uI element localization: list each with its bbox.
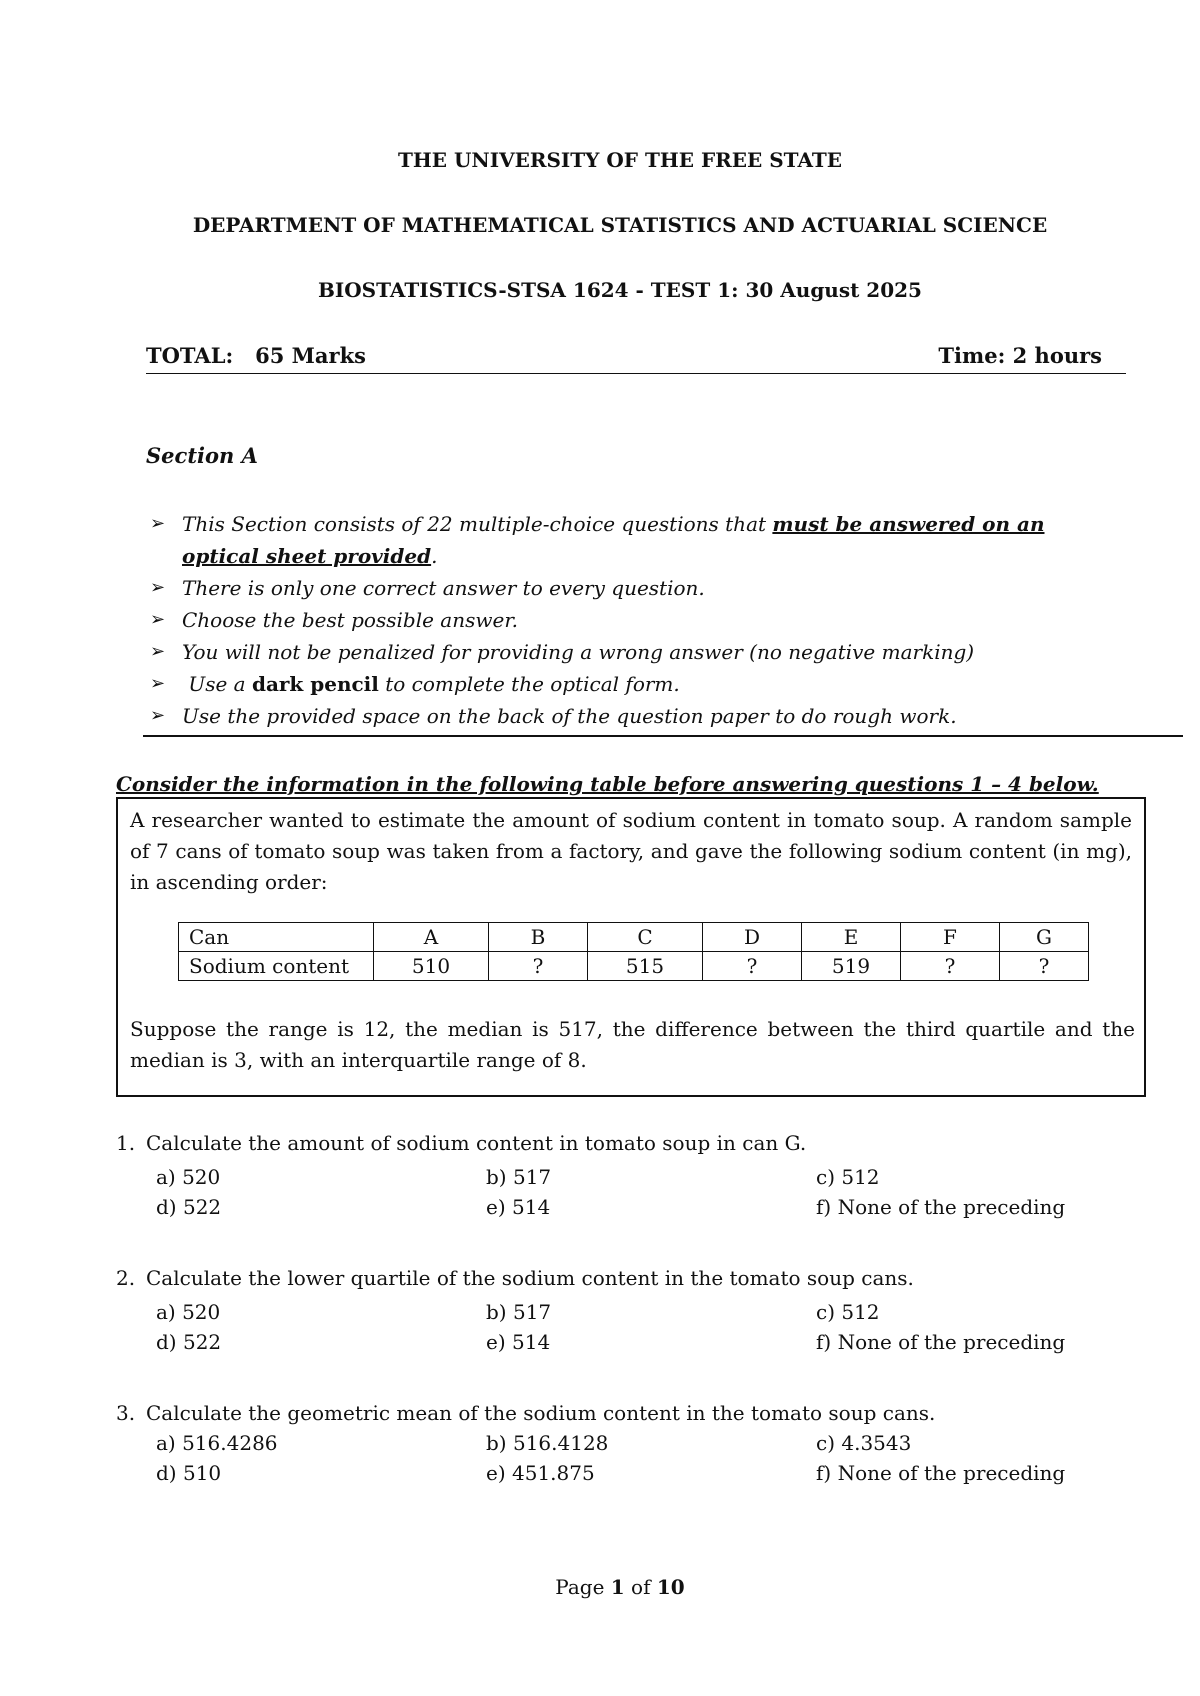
table-cell: ?	[703, 952, 802, 981]
dark-pencil-emphasis: dark pencil	[251, 672, 379, 696]
sodium-table	[178, 922, 1089, 981]
table-cell: C	[588, 923, 703, 952]
table-cell: ?	[1000, 952, 1089, 981]
table-instruction: Consider the information in the following table before answering questions 1 – 4 below.	[116, 772, 1099, 796]
instruction-item: ➢ There is only one correct answer to every question.	[146, 572, 1106, 604]
section-title: Section A	[146, 443, 258, 468]
table-cell: ?	[901, 952, 1000, 981]
scenario-intro: A researcher wanted to estimate the amount of sodium content in tomato soup. A random sample of 7 cans of tomato soup was taken from a factory, and gave the following sodium content (in mg), in ascending order:	[130, 808, 1132, 894]
scenario-conditions: Suppose the range is 12, the median is 517, the difference between the third quartile and the median is 3, with an interquartile range of 8.	[130, 1017, 1135, 1072]
instruction-item: ➢ Use a dark pencil to complete the optical form.	[146, 668, 1106, 700]
option-f: f) None of the preceding	[816, 1330, 1066, 1354]
table-cell: F	[901, 923, 1000, 952]
table-cell: G	[1000, 923, 1089, 952]
table-cell: E	[802, 923, 901, 952]
arrowhead-bullet-icon: ➢	[150, 641, 166, 662]
total-pages: 10	[656, 1575, 685, 1599]
option-f: f) None of the preceding	[816, 1461, 1066, 1485]
arrowhead-bullet-icon: ➢	[150, 705, 166, 726]
option-a: a) 520	[156, 1300, 221, 1324]
option-b: b) 517	[486, 1300, 552, 1324]
option-f: f) None of the preceding	[816, 1195, 1066, 1219]
arrowhead-bullet-icon: ➢	[150, 673, 166, 694]
table-cell: Can	[179, 923, 374, 952]
table-row	[179, 952, 1089, 981]
table-cell: Sodium content	[179, 952, 374, 981]
option-e: e) 451.875	[486, 1461, 595, 1485]
option-d: d) 522	[156, 1330, 222, 1354]
test-title: BIOSTATISTICS-STSA 1624 - TEST 1: 30 August 2025	[318, 278, 922, 302]
option-c: c) 4.3543	[816, 1431, 912, 1455]
total-marks: TOTAL: 65 Marks	[146, 343, 366, 368]
instructions-list	[146, 508, 1106, 732]
of-label: of	[624, 1575, 657, 1599]
page-number: 1	[610, 1575, 625, 1599]
option-a: a) 516.4286	[156, 1431, 278, 1455]
arrowhead-bullet-icon: ➢	[150, 513, 166, 534]
question-number: 3.	[116, 1401, 136, 1425]
instruction-item: ➢ Use the provided space on the back of the question paper to do rough work.	[146, 700, 1106, 732]
arrowhead-bullet-icon: ➢	[150, 577, 166, 598]
scenario-box	[116, 797, 1146, 1097]
answer-options	[116, 1297, 1116, 1357]
table-cell: A	[374, 923, 489, 952]
time-allowed: Time: 2 hours	[938, 343, 1102, 368]
option-c: c) 512	[816, 1165, 880, 1189]
section-divider	[143, 735, 1183, 737]
option-b: b) 517	[486, 1165, 552, 1189]
university-title: THE UNIVERSITY OF THE FREE STATE	[398, 148, 842, 172]
optical-sheet-emphasis: must be answered on an optical sheet provided	[182, 512, 1045, 568]
instruction-item: ➢ This Section consists of 22 multiple-choice questions that must be answered on an optical sheet provided.	[146, 508, 1106, 572]
question-text: Calculate the lower quartile of the sodium content in the tomato soup cans.	[146, 1266, 914, 1290]
question-number: 2.	[116, 1266, 136, 1290]
question-1	[116, 1128, 1116, 1222]
question-text: Calculate the amount of sodium content in tomato soup in can G.	[146, 1131, 807, 1155]
answer-options	[116, 1162, 1116, 1222]
instruction-item: ➢ You will not be penalized for providing a wrong answer (no negative marking)	[146, 636, 1106, 668]
option-e: e) 514	[486, 1330, 551, 1354]
department-title: DEPARTMENT OF MATHEMATICAL STATISTICS AND ACTUARIAL SCIENCE	[192, 213, 1048, 237]
header-divider	[146, 373, 1126, 374]
marks-time-row	[146, 343, 1126, 368]
instruction-item: ➢ Choose the best possible answer.	[146, 604, 1106, 636]
page-label: Page	[555, 1575, 611, 1599]
table-cell: 519	[802, 952, 901, 981]
answer-options	[116, 1428, 1116, 1488]
table-cell: B	[489, 923, 588, 952]
question-text: Calculate the geometric mean of the sodium content in the tomato soup cans.	[146, 1401, 936, 1425]
option-d: d) 510	[156, 1461, 222, 1485]
arrowhead-bullet-icon: ➢	[150, 609, 166, 630]
question-number: 1.	[116, 1131, 136, 1155]
question-3	[116, 1398, 1116, 1488]
page-footer	[0, 1575, 1200, 1599]
question-2	[116, 1263, 1116, 1357]
table-cell: D	[703, 923, 802, 952]
option-a: a) 520	[156, 1165, 221, 1189]
option-c: c) 512	[816, 1300, 880, 1324]
option-b: b) 516.4128	[486, 1431, 609, 1455]
option-e: e) 514	[486, 1195, 551, 1219]
table-cell: 515	[588, 952, 703, 981]
table-row	[179, 923, 1089, 952]
table-cell: 510	[374, 952, 489, 981]
option-d: d) 522	[156, 1195, 222, 1219]
table-cell: ?	[489, 952, 588, 981]
